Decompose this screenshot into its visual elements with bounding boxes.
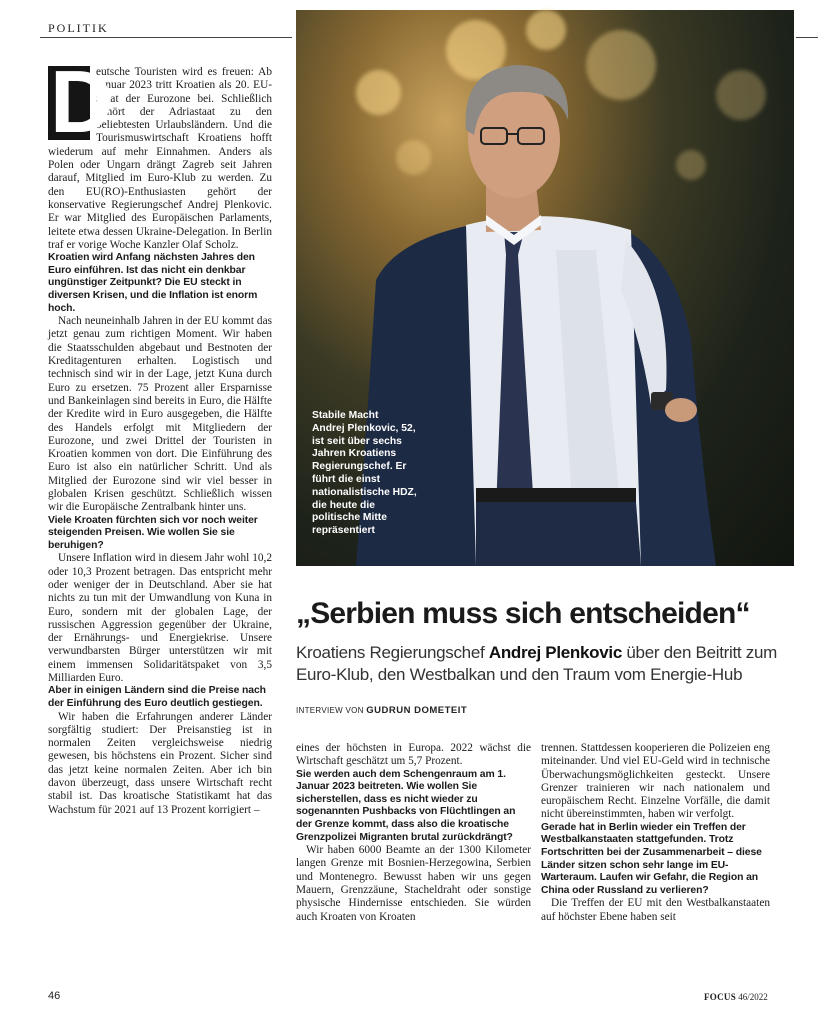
answer-5: Die Treffen der EU mit den Westbalkanstaaten auf höchster Ebene haben seit xyxy=(541,897,770,923)
top-rule xyxy=(40,37,292,38)
question-4: Sie werden auch dem Schengenraum am 1. Januar 2023 beitreten. Wie wollen Sie sicherstellen, dass es nicht wieder zu sogenannten Pushbacks von Flüchtlingen an der Grenze kommt, dass also die kroatische Grenzpolizei Migranten brutal zurückdrängt? xyxy=(296,768,516,843)
answer-4: Wir haben 6000 Beamte an der 1300 Kilometer langen Grenze mit Bosnien-Herzegowina, Serbien und Montenegro. Bewusst haben wir uns gegen Mauern, Grenzzäune, Stacheldraht oder sonstige physische Hindernisse entschieden. Sie würden auch Kroaten von Kroaten xyxy=(296,844,531,923)
answer-1: Nach neuneinhalb Jahren in der EU kommt das jetzt genau zum richtigen Moment. Wir haben die Staatsschulden abgebaut und Bestnoten der Kreditagenturen erhalten. Logistisch und technisch sind wir in der Lage, jetzt Kuna durch Euro zu ersetzen. 75 Prozent aller Ersparnisse und Bankeinlagen sind bereits in Euro, die Hälfte der Kredite wird in Euro ausgegeben, die Hälfte des Handels erfolgt mit Mitgliedern der Eurozone, und zwei Drittel der Touristen in Kroatien kommen von dort. Die Einführung des Euro ist also ein natürlicher Schritt. Und als Mitglied der Eurozone sind wir viel besser in globalen Krisen geschützt. Schließlich wissen wir die Europäische Zentralbank hinter uns. xyxy=(48,315,272,514)
section-label: POLITIK xyxy=(48,21,109,35)
deck-name: Andrej Plenkovic xyxy=(488,643,622,662)
byline: INTERVIEW VON GUDRUN DOMETEIT xyxy=(296,705,468,716)
answer-2: Unsere Inflation wird in diesem Jahr wohl 10,2 oder 10,3 Prozent betragen. Das entspricht mehr oder weniger der in Deutschland. Aber sie hat nichts zu tun mit der Umwandlung von Kuna in Euro, sondern mit der globalen Lage, der russischen Aggression gegenüber der Ukraine, der Ernährungs- und Energiekrise. Unsere verwundbarsten Bürger unterstützen wir mit einem immensen Solidaritätspaket von 3,5 Milliarden Euro. xyxy=(48,552,272,685)
issue-number: 46/2022 xyxy=(738,992,768,1002)
article-column-2 xyxy=(296,742,531,924)
question-1: Kroatien wird Anfang nächsten Jahres den Euro einführen. Ist das nicht ein denkbar ungünstiger Zeitpunkt? Die EU steckt in diversen Krisen, und die Inflation ist enorm hoch. xyxy=(48,252,258,314)
article-column-3 xyxy=(541,742,770,924)
page-number: 46 xyxy=(48,990,61,1002)
answer-4-continued: trennen. Stattdessen kooperieren die Polizeien eng miteinander. Und viel EU-Geld wird in technische Überwachungsmöglichkeiten gesteckt. Unsere Grenzer trainieren wir nach nationalem und europäischem Recht. Einzelne Vorfälle, die damit nicht übereinstimmten, haben wir verfolgt. xyxy=(541,742,770,821)
article-intro: eutsche Touristen wird es freuen: Ab Januar 2023 tritt Kroatien als 20. EU-Staat der Eurozone bei. Schließlich gehört der Adriastaat zu den beliebtesten Urlaubsländern. Und die Tourismuswirtschaft Kroatiens hofft wiederum auf mehr Einnahmen. Anders als Polen oder Ungarn drängt Zagreb seit Jahren darauf, Mitglied im Euro-Klub zu werden. Zu den EU(RO)-Enthusiasten gehört der konservative Regierungschef Andrej Plenkovic. Er war Mitglied des Europäischen Parlaments, leitete etwa dessen Ukraine-Delegation. In Berlin traf er vorige Woche Kanzler Olaf Scholz. xyxy=(48,66,272,251)
magazine-issue xyxy=(704,992,768,1002)
caption-text: Andrej Plenkovic, 52, ist seit über sechs Jahren Kroatiens Regierungschef. Er führt die einst nationalistische HDZ, die heute die politische Mitte repräsentiert xyxy=(312,422,417,537)
drop-cap: D xyxy=(50,52,114,151)
deck: Kroatiens Regierungschef Andrej Plenkovic über den Beitritt zum Euro-Klub, den Westbalkan und den Traum vom Energie-Hub xyxy=(296,643,777,684)
headline: „Serbien muss sich entscheiden“ xyxy=(296,597,750,630)
answer-3: Wir haben die Erfahrungen anderer Länder sorgfältig studiert: Der Preisanstieg ist in normalen Zeiten vergleichsweise niedrig gewesen, bis höchstens ein Prozent. Sicher sind das jetzt keine normalen Zeiten. Aber ich bin davon überzeugt, dass unsere Wirtschaft recht stabil ist. Das kroatische Statistikamt hat das Wachstum für 2021 auf 13 Prozent korrigiert – xyxy=(48,710,272,816)
answer-3-continued: eines der höchsten in Europa. 2022 wächst die Wirtschaft geschätzt um 5,7 Prozent. xyxy=(296,742,531,768)
byline-author: GUDRUN DOMETEIT xyxy=(366,705,468,716)
magazine-name: FOCUS xyxy=(704,992,737,1002)
portrait-photo xyxy=(296,10,794,566)
question-5: Gerade hat in Berlin wieder ein Treffen der Westbalkanstaaten stattgefunden. Trotz Fortschritten bei der Zusammenarbeit – diese Länder sitzen schon sehr lange im EU-Warteraum. Laufen wir Gefahr, die Region an China oder Russland zu verlieren? xyxy=(541,821,762,896)
article-column-1 xyxy=(48,52,272,817)
top-rule-right xyxy=(796,37,818,38)
caption-title: Stabile Macht xyxy=(312,410,379,421)
question-2: Viele Kroaten fürchten sich vor noch weiter steigenden Preisen. Wie wollen Sie sie beruhigen? xyxy=(48,514,258,551)
question-3: Aber in einigen Ländern sind die Preise nach der Einführung des Euro deutlich gestiegen. xyxy=(48,685,266,709)
photo-caption xyxy=(312,410,420,538)
